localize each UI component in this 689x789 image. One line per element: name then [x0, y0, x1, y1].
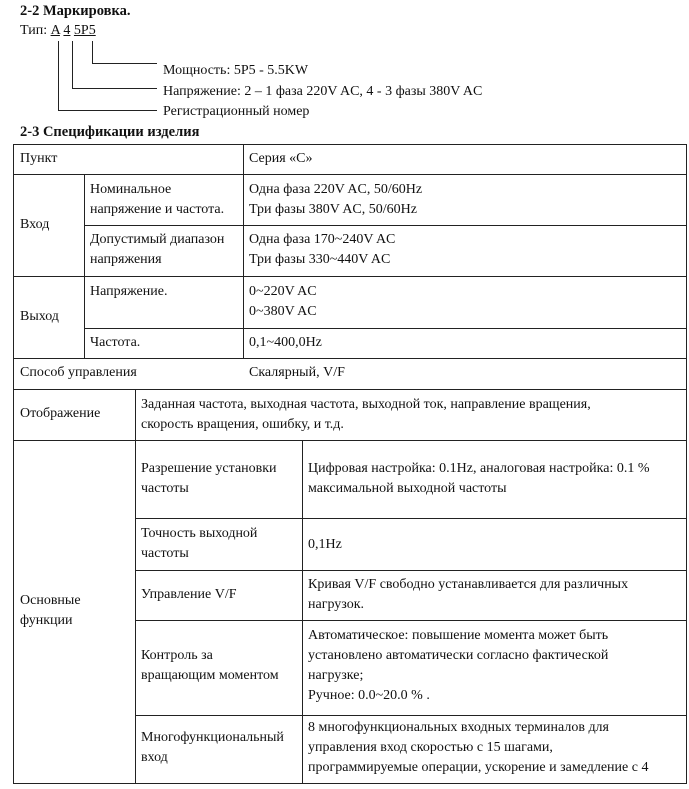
- col-rule: [84, 174, 85, 358]
- spec-name-line: Контроль за: [141, 648, 213, 663]
- spec-value-line: нагрузке;: [308, 668, 364, 683]
- group-label-line: Основные: [20, 593, 81, 608]
- spec-value-line: 0,1~400,0Hz: [249, 335, 322, 350]
- spec-value-line: 0~220V AC: [249, 284, 317, 299]
- spec-name: [90, 333, 140, 353]
- spec-name-line: вход: [141, 750, 168, 765]
- group-label-main-functions: [20, 591, 81, 631]
- spec-value-line: управления вход скоростью с 15 шагами,: [308, 740, 553, 755]
- display-value-line: скорость вращения, ошибку, и т.д.: [141, 417, 344, 432]
- spec-value-line: Автоматическое: повышение момента может быть: [308, 628, 609, 643]
- spec-name: [141, 728, 284, 768]
- spec-value-line: 0~380V AC: [249, 304, 317, 319]
- row-rule: [13, 276, 687, 277]
- spec-value: [308, 718, 648, 778]
- spec-name: [141, 524, 257, 564]
- header-series: Серия «С»: [249, 151, 313, 166]
- row-rule: [84, 328, 687, 329]
- spec-name-line: Точность выходной: [141, 526, 258, 541]
- spec-name-line: Многофункциональный: [141, 730, 284, 745]
- row-rule: [135, 570, 687, 571]
- connector-power-v: [92, 41, 93, 63]
- spec-name: [90, 282, 167, 302]
- header-item: Пункт: [20, 151, 58, 166]
- spec-name: [141, 459, 277, 499]
- spec-name-line: Допустимый диапазон: [90, 232, 225, 247]
- row-rule: [13, 440, 687, 441]
- spec-name-line: Напряжение.: [90, 284, 168, 299]
- display-label: Отображение: [20, 406, 101, 421]
- spec-value-line: Ручное: 0.0~20.0 % .: [308, 688, 430, 703]
- row-rule: [135, 620, 687, 621]
- connector-voltage-v: [72, 41, 73, 88]
- spec-value-line: максимальной выходной частоты: [308, 481, 507, 496]
- col-rule: [135, 389, 136, 784]
- spec-name-line: Частота.: [90, 335, 141, 350]
- section-title-marking: 2-2 Маркировка.: [20, 3, 131, 19]
- row-rule: [135, 715, 687, 716]
- spec-value-line: 0,1Hz: [308, 537, 342, 552]
- spec-value: [308, 535, 342, 555]
- spec-value: [249, 180, 422, 220]
- annotation-power: Мощность: 5P5 - 5.5KW: [163, 63, 309, 78]
- spec-value-line: Три фазы 380V AC, 50/60Hz: [249, 202, 417, 217]
- spec-value-line: Кривая V/F свободно устанавливается для различных: [308, 577, 629, 592]
- connector-power-h: [92, 63, 157, 64]
- spec-value-line: Одна фаза 220V AC, 50/60Hz: [249, 182, 423, 197]
- col-rule: [243, 144, 244, 359]
- spec-value-line: 8 многофункциональных входных терминалов для: [308, 720, 609, 735]
- group-label-output: Выход: [20, 309, 59, 324]
- spec-value: [249, 333, 322, 353]
- spec-name-line: частоты: [141, 546, 189, 561]
- spec-name: [141, 646, 279, 686]
- display-value-line: Заданная частота, выходная частота, выходной ток, направление вращения,: [141, 397, 591, 412]
- spec-name-line: напряжение и частота.: [90, 202, 225, 217]
- spec-value-line: установлено автоматически согласно фактической: [308, 648, 609, 663]
- spec-value: [308, 459, 650, 499]
- spec-value-line: Три фазы 330~440V AC: [249, 252, 391, 267]
- spec-name-line: Номинальное: [90, 182, 172, 197]
- group-label-line: функции: [20, 613, 73, 628]
- spec-value-line: Цифровая настройка: 0.1Hz, аналоговая настройка: 0.1 %: [308, 461, 650, 476]
- code-part-voltage: 4: [63, 23, 71, 38]
- spec-value: [249, 282, 317, 322]
- spec-value-line: программируемые операции, ускорение и замедление с 4: [308, 760, 649, 775]
- section-title-specs: 2-3 Спецификации изделия: [20, 124, 200, 140]
- table-border-bottom: [13, 783, 687, 784]
- spec-name-line: Управление V/F: [141, 587, 237, 602]
- spec-value: [249, 230, 395, 270]
- spec-value-line: нагрузок.: [308, 597, 365, 612]
- group-label-input: Вход: [20, 217, 50, 232]
- spec-name: [90, 180, 224, 220]
- annotation-reg-number: Регистрационный номер: [163, 104, 310, 119]
- spec-name: [141, 585, 237, 605]
- row-rule: [135, 518, 687, 519]
- row-rule: [13, 389, 687, 390]
- type-code: [20, 23, 96, 39]
- col-rule: [302, 440, 303, 784]
- type-label: Тип:: [20, 23, 48, 38]
- row-rule: [13, 174, 687, 175]
- connector-voltage-h: [72, 88, 157, 89]
- spec-value: [308, 626, 608, 706]
- row-rule: [84, 225, 687, 226]
- connector-reg-h: [58, 110, 157, 111]
- table-border-top: [13, 144, 687, 145]
- spec-value: [308, 575, 628, 615]
- spec-name-line: вращающим моментом: [141, 668, 279, 683]
- spec-name: [90, 230, 224, 270]
- spec-value-line: Одна фаза 170~240V AC: [249, 232, 396, 247]
- row-rule: [13, 358, 687, 359]
- code-part-power: 5P5: [73, 23, 96, 38]
- annotation-voltage: Напряжение: 2 – 1 фаза 220V AC, 4 - 3 фазы 380V AC: [163, 84, 483, 99]
- spec-name-line: частоты: [141, 481, 189, 496]
- spec-name-line: напряжения: [90, 252, 162, 267]
- connector-reg-v: [58, 41, 59, 110]
- display-value: [141, 395, 591, 435]
- code-part-series: A: [50, 23, 60, 38]
- table-border-left: [13, 144, 14, 784]
- control-method-label: Способ управления: [20, 365, 137, 380]
- spec-name-line: Разрешение установки: [141, 461, 277, 476]
- control-method-value: Скалярный, V/F: [249, 365, 345, 380]
- table-border-right: [686, 144, 687, 784]
